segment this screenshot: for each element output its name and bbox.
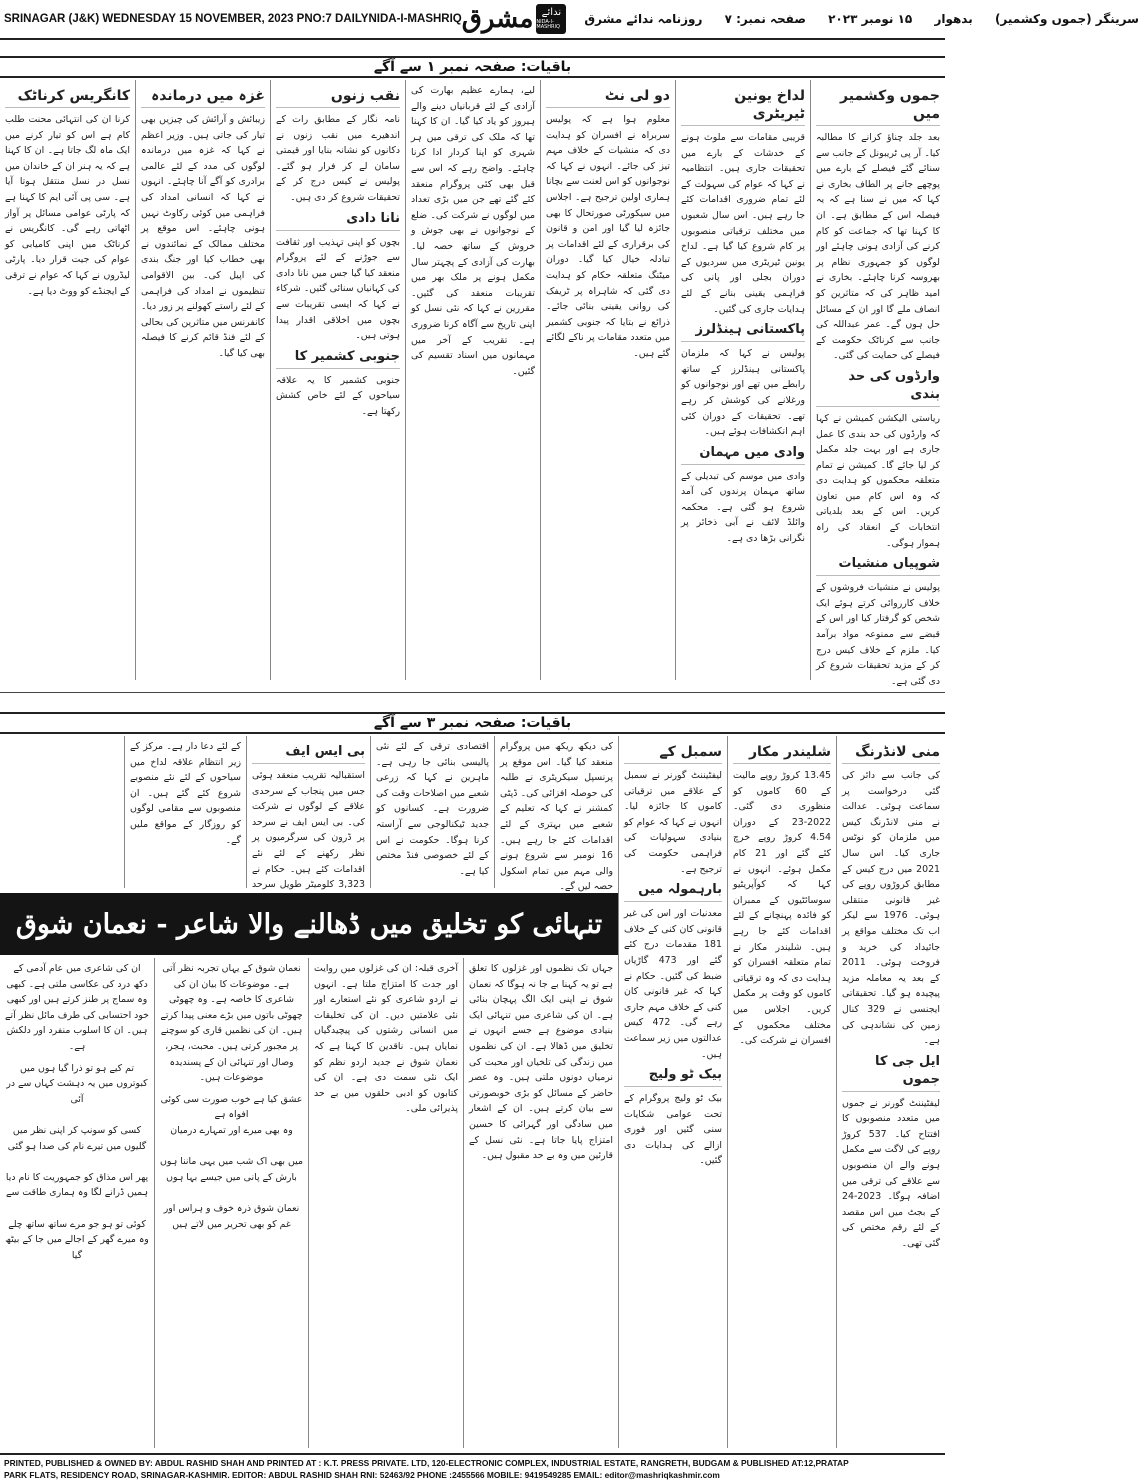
article-text: کے لئے دعا دار ہے۔ مرکز کے زیر انتظام علاقہ لداخ میں سیاحوں کے لئے نئے منصوبے شروع کئے گئے ہیں۔ ان منصوبوں سے مقامی لوگوں کو روزگار کے مواقع ملیں گے۔ [130,741,241,846]
feature-column [154,958,308,1448]
article-column [810,80,945,687]
article-text: بعد جلد چناؤ کرانے کا مطالبہ کیا۔ آر پی ٹریبونل کے جانب سے سنائے گئے فیصلے کے بارے میں پوچھے جانے پر الطاف بخاری نے کہا کہ میں نے سنا ہے کہ یہ فیصلہ اس کے مطابق ہے۔ ان کا کہنا تھا کہ جماعت کو کام کرنے کی آزادی ہونی چاہئے اور لوگوں کو جمہوری نظام پر بھروسہ کرنا چاہئے۔ بخاری نے امید ظاہر کی کہ متاثرین کو انصاف ملے گا اور ان کے مسائل حل ہوں گے۔ عمر عبداللہ کی جانب سے کرناٹک حکومت کے فیصلے کی حمایت کی گئی۔ [816,132,940,362]
logo-badge-icon [536,4,566,34]
section1-columns [0,80,945,687]
section-divider [0,692,945,693]
article-heading: وارڈوں کی حد بندی [816,368,940,407]
article-text: لیے، ہمارے عظیم بھارت کی آزادی کے لئے قربانیاں دینے والے ہیروز کو یاد کیا گیا۔ ان کا کہنا تھا کہ ملک کی ترقی میں ہر شہری کو اپنا کردار ادا کرنا چاہئے۔ واضح رہے کہ اس سے قبل بھی کئی پروگرام منعقد کئے گئے تھے جن میں بڑی تعداد میں لوگوں نے شرکت کی۔ ضلع کے نوجوانوں نے بھی جوش و خروش کے ساتھ حصہ لیا۔ بھارت کی آزادی کے پچہتر سال مکمل ہونے پر ملک بھر میں تقریبات منعقد کی گئیں۔ مقررین نے کہا کہ نئی نسل کو اپنی تاریخ سے آگاہ کرنا ضروری ہے۔ تقریب کے آخر میں مہمانوں میں اسناد تقسیم کی گئیں۔ [411,85,535,377]
article-text: کی جانب سے دائر کی گئی درخواست پر سماعت ہوئی۔ عدالت نے منی لانڈرنگ کیس میں ملزمان کو نوٹس جاری کیا۔ اس سال 2021 میں درج کیس کے مطابق کروڑوں روپے کی غیر قانونی منتقلی ہوئی۔ 1976 سے لیکر اب تک مختلف مواقع پر جائیداد کی خرید و فروخت ہوئی۔ 2011 کے بعد یہ معاملہ مزید پیچیدہ ہو گیا۔ تحقیقاتی ایجنسی نے 329 کنال زمین کی نشاندہی کی ہے۔ [842,770,940,1047]
poem-verses: عشق کیا ہے خوب صورت سی کوئی افواہ ہے وہ بھی میرے اور تمہارے درمیان میں بھی اک شب میں یہی ماننا ہوں بارش کے پانی میں جیسے بہا ہوں نعمان شوق ذرہ خوف و ہراس اور غم کو بھی تحریر میں لاتے ہیں [160,1093,303,1230]
feature-column [463,958,618,1448]
article-column [0,80,135,680]
article-text: لیفٹیننٹ گورنر نے سمبل کے علاقے میں ترقیاتی کاموں کا جائزہ لیا۔ انہوں نے کہا کہ عوام کو بنیادی سہولیات کی فراہمی حکومت کی ترجیح ہے۔ [624,770,722,875]
article-heading: بیک ٹو ولیج [624,1066,722,1087]
article-text: پولیس نے کہا کہ ملزمان پاکستانی ہینڈلرز کے ساتھ رابطے میں تھے اور نوجوانوں کو ورغلانے کی کوشش کر رہے تھے۔ تحقیقات کے دوران کئی اہم انکشافات ہوئے ہیں۔ [681,348,805,438]
article-text: لیفٹیننٹ گورنر نے جموں میں متعدد منصوبوں کا افتتاح کیا۔ 537 کروڑ روپے کی لاگت سے مکمل ہونے والے ان منصوبوں سے علاقے کی ترقی میں اضافہ ہوگا۔ 2023-24 کے بجٹ میں اس مقصد کے لئے رقم مختص کی گئی تھی۔ [842,1097,940,1250]
imprint-line-1: PRINTED, PUBLISHED & OWNED BY: ABDUL RASHID SHAH AND PRINTED AT : K.T. PRESS PRIVATE. LTD, 120-ELECTRONIC COMPLEX, INDUSTRIAL ESTATE, RANGRETH, BUDGAM & PUBLISHED AT:12,PRATAP [4,1458,849,1468]
masthead [0,0,1139,40]
feature-text: ان کی شاعری میں عام آدمی کے دکھ درد کی عکاسی ملتی ہے۔ کبھی وہ سماج پر طنز کرتے ہیں اور کبھی خود احتسابی کی طرف مائل نظر آتے ہیں۔ ان کا اسلوب منفرد اور دلکش ہے۔ [5,963,149,1052]
article-text: زیبائش و آرائش کی چیزیں بھی تیار کی جاتی ہیں۔ وزیر اعظم نے کہا کہ غزہ میں درماندہ لوگوں کی مدد کے لئے عالمی برادری کو آگے آنا چاہئے۔ انہوں نے کہا کہ انسانی امداد کی فراہمی میں کوئی رکاوٹ نہیں ہونی چاہئے۔ اس موقع پر مختلف ممالک کے نمائندوں نے بھی خطاب کیا اور جنگ بندی کی اپیل کی۔ بین الاقوامی تنظیموں نے امداد کی فراہمی کے لئے راستے کھولنے پر زور دیا۔ کانفرنس میں متاثرین کی بحالی کے لئے فنڈ قائم کرنے کا فیصلہ بھی کیا گیا۔ [140,114,265,359]
article-text: پولیس نے منشیات فروشوں کے خلاف کارروائی کرتے ہوئے ایک شخص کو گرفتار کیا اور اس کے قبضے سے ممنوعہ مواد برآمد کیا۔ ملزم کے خلاف کیس درج کر کے مزید تحقیقات شروع کر دی گئی ہے۔ [816,582,940,687]
logo-text: مشرق [461,4,534,34]
article-text: استقبالیہ تقریب منعقد ہوئی جس میں پنجاب کے سرحدی علاقے کے لوگوں نے شرکت کی۔ بی ایس ایف نے سرحد پر ڈرون کی سرگرمیوں پر نظر رکھنے کے لئے نئے اقدامات کئے ہیں۔ حکام نے 3,323 کلومیٹر طویل سرحد [252,770,365,891]
article-heading: شلیندر مکار [733,743,831,764]
feature-banner-title: تنہائی کو تخلیق میں ڈھالنے والا شاعر - نعمان شوق [15,908,603,940]
article-column [270,80,405,680]
feature-columns [0,958,618,1448]
article-heading: ایل جی کا جموں [842,1053,940,1092]
masthead-urdu-dateline [566,12,1139,26]
article-heading: وادی میں مہمان [681,444,805,465]
article-column [494,736,618,893]
newspaper-logo [462,1,567,37]
article-heading: سمبل کے [624,743,722,764]
section-header-label: باقیات: صفحہ نمبر ۱ سے آگے [364,59,581,75]
article-text: وادی میں موسم کی تبدیلی کے ساتھ مہمان پرندوں کی آمد شروع ہو گئی ہے۔ محکمہ وائلڈ لائف نے آبی ذخائر پر نگرانی بڑھا دی ہے۔ [681,470,805,545]
article-heading: کانگریس کرناٹک [5,87,130,108]
article-heading: جنوبی کشمیر کا [276,348,400,369]
section-header-continuations-page1 [0,56,945,78]
article-text: معلوم ہوا ہے کہ پولیس سربراہ نے افسران کو ہدایت دی کہ منشیات کے خلاف مہم تیز کی جائے۔ انہوں نے کہا کہ نوجوانوں کو اس لعنت سے بچانا ہماری اولین ترجیح ہے۔ اجلاس میں سیکورٹی صورتحال کا بھی جائزہ لیا گیا اور امن و قانون کی برقراری کے لئے اقدامات پر تبادلہ خیال کیا گیا۔ دوران میٹنگ متعلقہ حکام کو ہدایت دی گئی کہ شاہراہ پر ٹریفک کی روانی یقینی بنائی جائے۔ ذرائع نے بتایا کہ جنوبی کشمیر میں متعدد مقامات پر ناکے لگائے گئے ہیں۔ [546,114,670,359]
article-heading: لداخ یونین ٹیریٹری [681,87,805,126]
article-column [727,736,836,1448]
article-column [618,736,727,1448]
feature-banner [0,893,618,955]
masthead-city: سرینگر (جموں وکشمیر) [994,12,1139,26]
article-column [135,80,270,680]
article-text: معدنیات اور اس کی غیر قانونی کان کنی کے خلاف 181 مقدمات درج کئے گئے اور 473 گاڑیاں ضبط کی گئیں۔ حکام نے کہا کہ غیر قانونی کان کنی کے خلاف مہم جاری رہے گی۔ 472 کیس عدالتوں میں زیر سماعت ہیں۔ [624,908,722,1060]
article-heading: غزہ میں درماندہ [141,87,265,108]
feature-text: نعمان شوق کے یہاں تجربہ نظر آتی ہے۔ موضوعات کا بیان ان کی شاعری کا خاصہ ہے۔ وہ چھوٹی چھوٹی باتوں میں بڑے معنی پیدا کرتے ہیں۔ ان کی نظمیں قاری کو سوچنے پر مجبور کرتی ہیں۔ محبت، ہجر، وصال اور تنہائی ان کے پسندیدہ موضوعات ہیں۔ [160,963,303,1084]
article-text: کی دیکھ ریکھ میں پروگرام منعقد کیا گیا۔ اس موقع پر پرنسپل سیکریٹری نے طلبہ کی حوصلہ افزائی کی۔ ڈپٹی کمشنر نے کہا کہ تعلیم کے شعبے میں بہتری کے لئے اقدامات کئے جا رہے ہیں۔ 16 نومبر سے شروع ہونے والی مہم میں تمام اسکول حصہ لیں گے۔ [500,741,613,893]
article-text: اقتصادی ترقی کے لئے نئی پالیسی بنائی جا رہی ہے۔ ماہرین نے کہا کہ زرعی شعبے میں اصلاحات وقت کی ضرورت ہے۔ کسانوں کو جدید ٹیکنالوجی سے آراستہ کرنا ہوگا۔ حکومت نے اس کے لئے خصوصی فنڈ مختص کیا ہے۔ [376,741,489,877]
article-column [246,736,370,891]
imprint-line-2: PARK FLATS, RESIDENCY ROAD, SRINAGAR-KASHMIR. EDITOR: ABDUL RASHID SHAH RNI: 52463/92 PHONE :2455566 MOBILE: 9419549285 EMAIL: editor@mashriqkashmir.com [4,1470,720,1480]
poem-verses: تم کیے ہو تو ذرا گیا ہوں میں کبوتروں میں یہ دہشت کہاں سے در آئی کسی کو سونپ کر اپنی نظر میں گلیوں میں تیرے نام کی صدا ہو گئی پھر اس مذاق کو جمہوریت کا نام دیا ہمیں ڈرانے لگا وہ ہماری طاقت سے کوئی تو ہو جو مرے ساتھ ساتھ چلے وہ میرے گھر کے اجالے میں جا کے بیٹھ گیا [5,1062,149,1261]
article-text: 13.45 کروڑ روپے مالیت کے 60 کاموں کو منظوری دی گئی۔ 2022-23 کے دوران 4.54 کروڑ روپے خرچ کئے گئے اور 21 کام مکمل ہوئے۔ انہوں نے کہا کہ کوآپریٹیو سوسائٹیوں کے ممبران کو فائدہ پہنچانے کے لئے اقدامات کئے جا رہے ہیں۔ شلیندر مکار نے تمام متعلقہ افسران کو ہدایت دی کہ وہ ترقیاتی کاموں کو وقت پر مکمل کریں۔ اجلاس میں مختلف محکموں کے افسران نے شرکت کی۔ [733,770,832,1047]
logo-badge-bottom: NIDA-I-MASHRIQ [536,19,560,30]
article-heading: نقب زنوں [276,87,400,108]
article-heading: جموں وکشمیر میں [816,87,940,126]
section-header-label: باقیات: صفحہ نمبر ۳ سے آگے [364,715,581,731]
imprint-footer [0,1453,945,1482]
article-column [370,736,494,888]
feature-text: جہاں تک نظموں اور غزلوں کا تعلق ہے تو یہ کہنا بے جا نہ ہوگا کہ نعمان شوق نے اپنی ایک الگ پہچان بنائی ہے۔ ان کی شاعری میں تنہائی ایک بنیادی موضوع ہے جسے انہوں نے تخلیق میں ڈھالا ہے۔ ان کی نظموں میں زندگی کی تلخیاں اور محبت کی نرمیاں دونوں ملتی ہیں۔ وہ عصر حاضر کے مسائل کو بڑی خوبصورتی سے بیان کرتے ہیں۔ ان کے اشعار میں سادگی اور گہرائی کا حسین امتزاج پایا جاتا ہے۔ نئی نسل کے قارئین میں وہ بے حد مقبول ہیں۔ [469,963,613,1162]
masthead-date: ۱۵ نومبر ۲۰۲۳ [828,12,913,26]
article-heading: دو لی نٹ [546,87,670,108]
masthead-paper-name: روزنامہ ندائے مشرق [584,12,703,26]
article-text: جنوبی کشمیر کا یہ علاقہ سیاحوں کے لئے خاص کشش رکھتا ہے۔ [276,374,400,417]
article-heading: شوپیاں منشیات [816,555,940,576]
masthead-page: صفحہ نمبر: ۷ [724,12,806,26]
article-column [675,80,810,680]
article-heading: پاکستانی ہینڈلرز [681,321,805,342]
article-column [836,736,945,1448]
section2-left-columns [0,736,618,893]
article-text: قریبی مقامات سے ملوث ہونے کے خدشات کے بارے میں تحقیقات جاری ہیں۔ انتظامیہ نے کہا کہ عوام کی سہولت کے لئے تمام ضروری اقدامات کئے جا رہے ہیں۔ اس سال شعبوں میں مختلف ترقیاتی منصوبوں پر کام شروع کیا گیا ہے۔ لداخ یونین ٹیریٹری میں سردیوں کے دوران بجلی اور پانی کی فراہمی یقینی بنانے کے لئے ہدایات جاری کی گئیں۔ [681,132,805,315]
section-header-continuations-page3 [0,712,945,734]
feature-column [308,958,463,1448]
feature-column [0,958,154,1448]
logo-badge-top: ندائے [541,7,562,18]
article-heading: بی ایس ایف [252,743,365,764]
article-heading: منی لانڈرنگ [842,743,940,764]
section2-right-columns [618,736,945,1448]
masthead-day: بدھوار [934,12,973,26]
article-text: بیک ٹو ولیج پروگرام کے تحت عوامی شکایات سنی گئیں اور فوری ازالے کی ہدایات دی گئیں۔ [624,1093,722,1167]
article-text: کرنا ان کی انتہائی محنت طلب کام ہے اس کو تیار کرنے میں ایک ماہ لگ جاتا ہے۔ ان کا کہنا ہے کہ یہ ہنر ان کے خاندان میں نسل در نسل منتقل ہوتا آیا ہے۔ سی پی آئی ایم کا کہنا ہے کہ پارٹی عوامی مسائل پر آواز اٹھاتی رہے گی۔ کانگریس نے کرناٹک میں اپنی کامیابی کو عوام کی جیت قرار دیا۔ پارٹی لیڈروں نے کہا کہ عوام نے ترقی کے ایجنڈے کو ووٹ دیا ہے۔ [5,114,130,297]
feature-text: آخری قبلہ: ان کی غزلوں میں روایت اور جدت کا امتزاج ملتا ہے۔ انہوں نے اردو شاعری کو نئے استعارے اور نئی علامتیں دیں۔ ان کی تخلیقات میں انسانی رشتوں کی پیچیدگیاں نمایاں ہیں۔ ناقدین کا کہنا ہے کہ نعمان شوق نے جدید اردو نظم کو ایک نئی سمت دی ہے۔ ان کی کتابوں کو ادبی حلقوں میں بے حد پذیرائی ملی۔ [314,963,458,1115]
article-column [124,736,246,888]
article-text: نامہ نگار کے مطابق رات کے اندھیرے میں نقب زنوں نے دکانوں کو نشانہ بنایا اور قیمتی سامان لے کر فرار ہو گئے۔ پولیس نے کیس درج کر کے تحقیقات شروع کر دی ہیں۔ [276,114,400,203]
article-text: بچوں کو اپنی تہذیب اور ثقافت سے جوڑنے کے لئے پروگرام منعقد کیا گیا جس میں نانا دادی کی کہانیاں سنائی گئیں۔ شرکاء نے کہا کہ ایسی تقریبات سے بچوں میں اخلاقی اقدار پیدا ہوتی ہیں۔ [276,236,400,342]
article-heading: بارہمولہ میں [624,881,722,902]
article-column [405,80,540,680]
article-heading: نانا دادی [276,210,400,231]
masthead-english-dateline: SRINAGAR (J&K) WEDNESDAY 15 NOVEMBER, 2023 PNO:7 DAILYNIDA-I-MASHRIQ [4,13,462,25]
article-column [0,736,124,888]
article-column [540,80,675,680]
article-text: ریاستی الیکشن کمیشن نے کہا کہ وارڈوں کی حد بندی کا عمل جاری ہے اور بہت جلد مکمل کر لیا جائے گا۔ کمیشن نے تمام متعلقہ محکموں کو ہدایت دی کہ وہ اس کام میں تعاون کریں۔ اس کے بعد بلدیاتی انتخابات کے انعقاد کی راہ ہموار ہوگی۔ [816,412,940,549]
